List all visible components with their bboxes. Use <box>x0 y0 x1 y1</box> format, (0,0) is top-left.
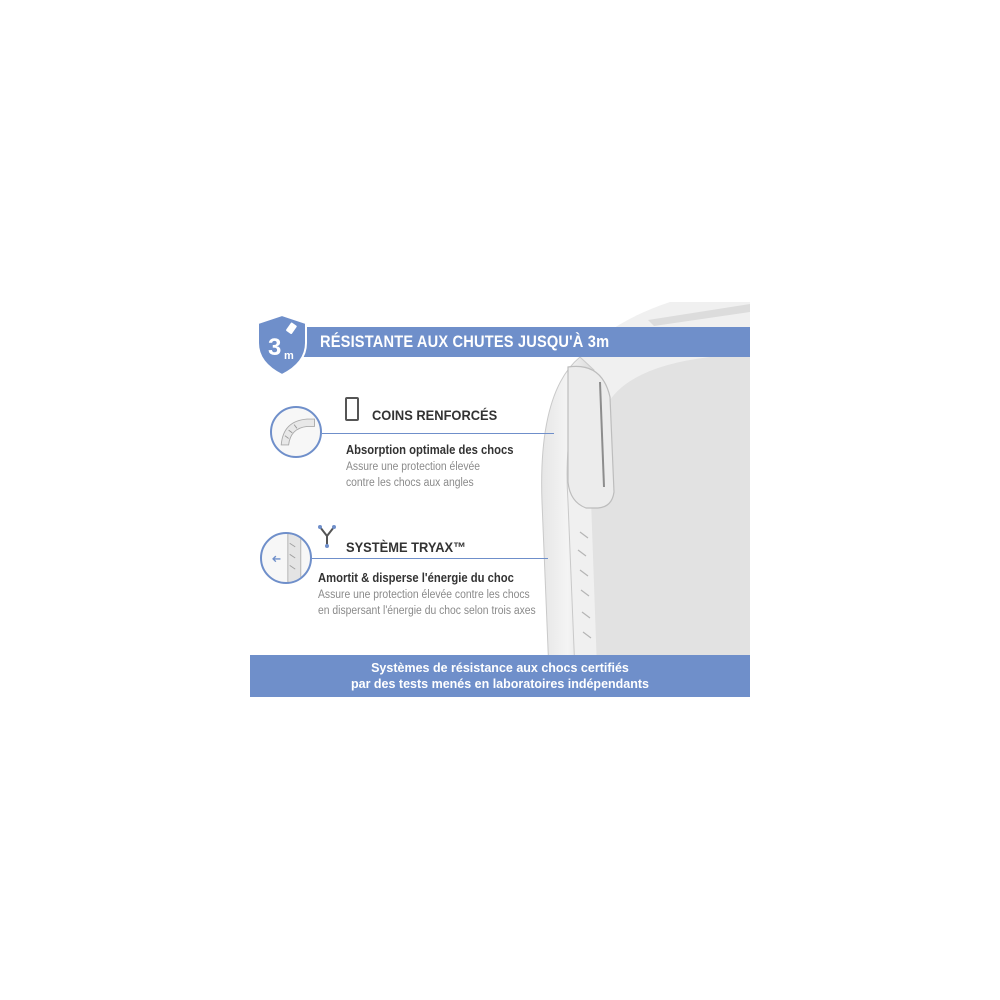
badge-unit: m <box>284 350 294 362</box>
feature-divider <box>322 433 554 434</box>
feature-title-corners: COINS RENFORCÉS <box>372 407 498 423</box>
feature-description-line: Assure une protection élevée <box>346 461 481 473</box>
feature-subtitle-tryax: Amortit & disperse l'énergie du choc <box>318 571 514 585</box>
phone-outline-icon <box>345 397 359 421</box>
drop-height-shield-icon <box>256 313 308 377</box>
feature-title-tryax: SYSTÈME TRYAX™ <box>346 539 467 555</box>
certification-text-line: par des tests menés en laboratoires indépendants <box>350 677 649 691</box>
feature-divider <box>312 558 548 559</box>
corner-detail-thumbnail <box>270 406 322 458</box>
certification-text-line: Systèmes de résistance aux chocs certifiés <box>371 661 629 675</box>
feature-subtitle-corners: Absorption optimale des chocs <box>346 443 514 457</box>
drop-resistance-banner <box>294 327 750 357</box>
feature-description-line: Assure une protection élevée contre les chocs <box>318 589 530 601</box>
side-edge-thumbnail <box>260 532 312 584</box>
badge-number: 3 <box>268 334 282 361</box>
banner-title: RÉSISTANTE AUX CHUTES JUSQU'À 3m <box>320 332 610 351</box>
certification-banner <box>250 655 750 697</box>
feature-description-line: contre les chocs aux angles <box>346 477 474 489</box>
feature-description-line: en dispersant l'énergie du choc selon trois axes <box>318 605 536 617</box>
product-feature-card <box>250 302 750 697</box>
tryax-y-icon <box>317 524 337 548</box>
phone-case-illustration <box>250 302 750 697</box>
